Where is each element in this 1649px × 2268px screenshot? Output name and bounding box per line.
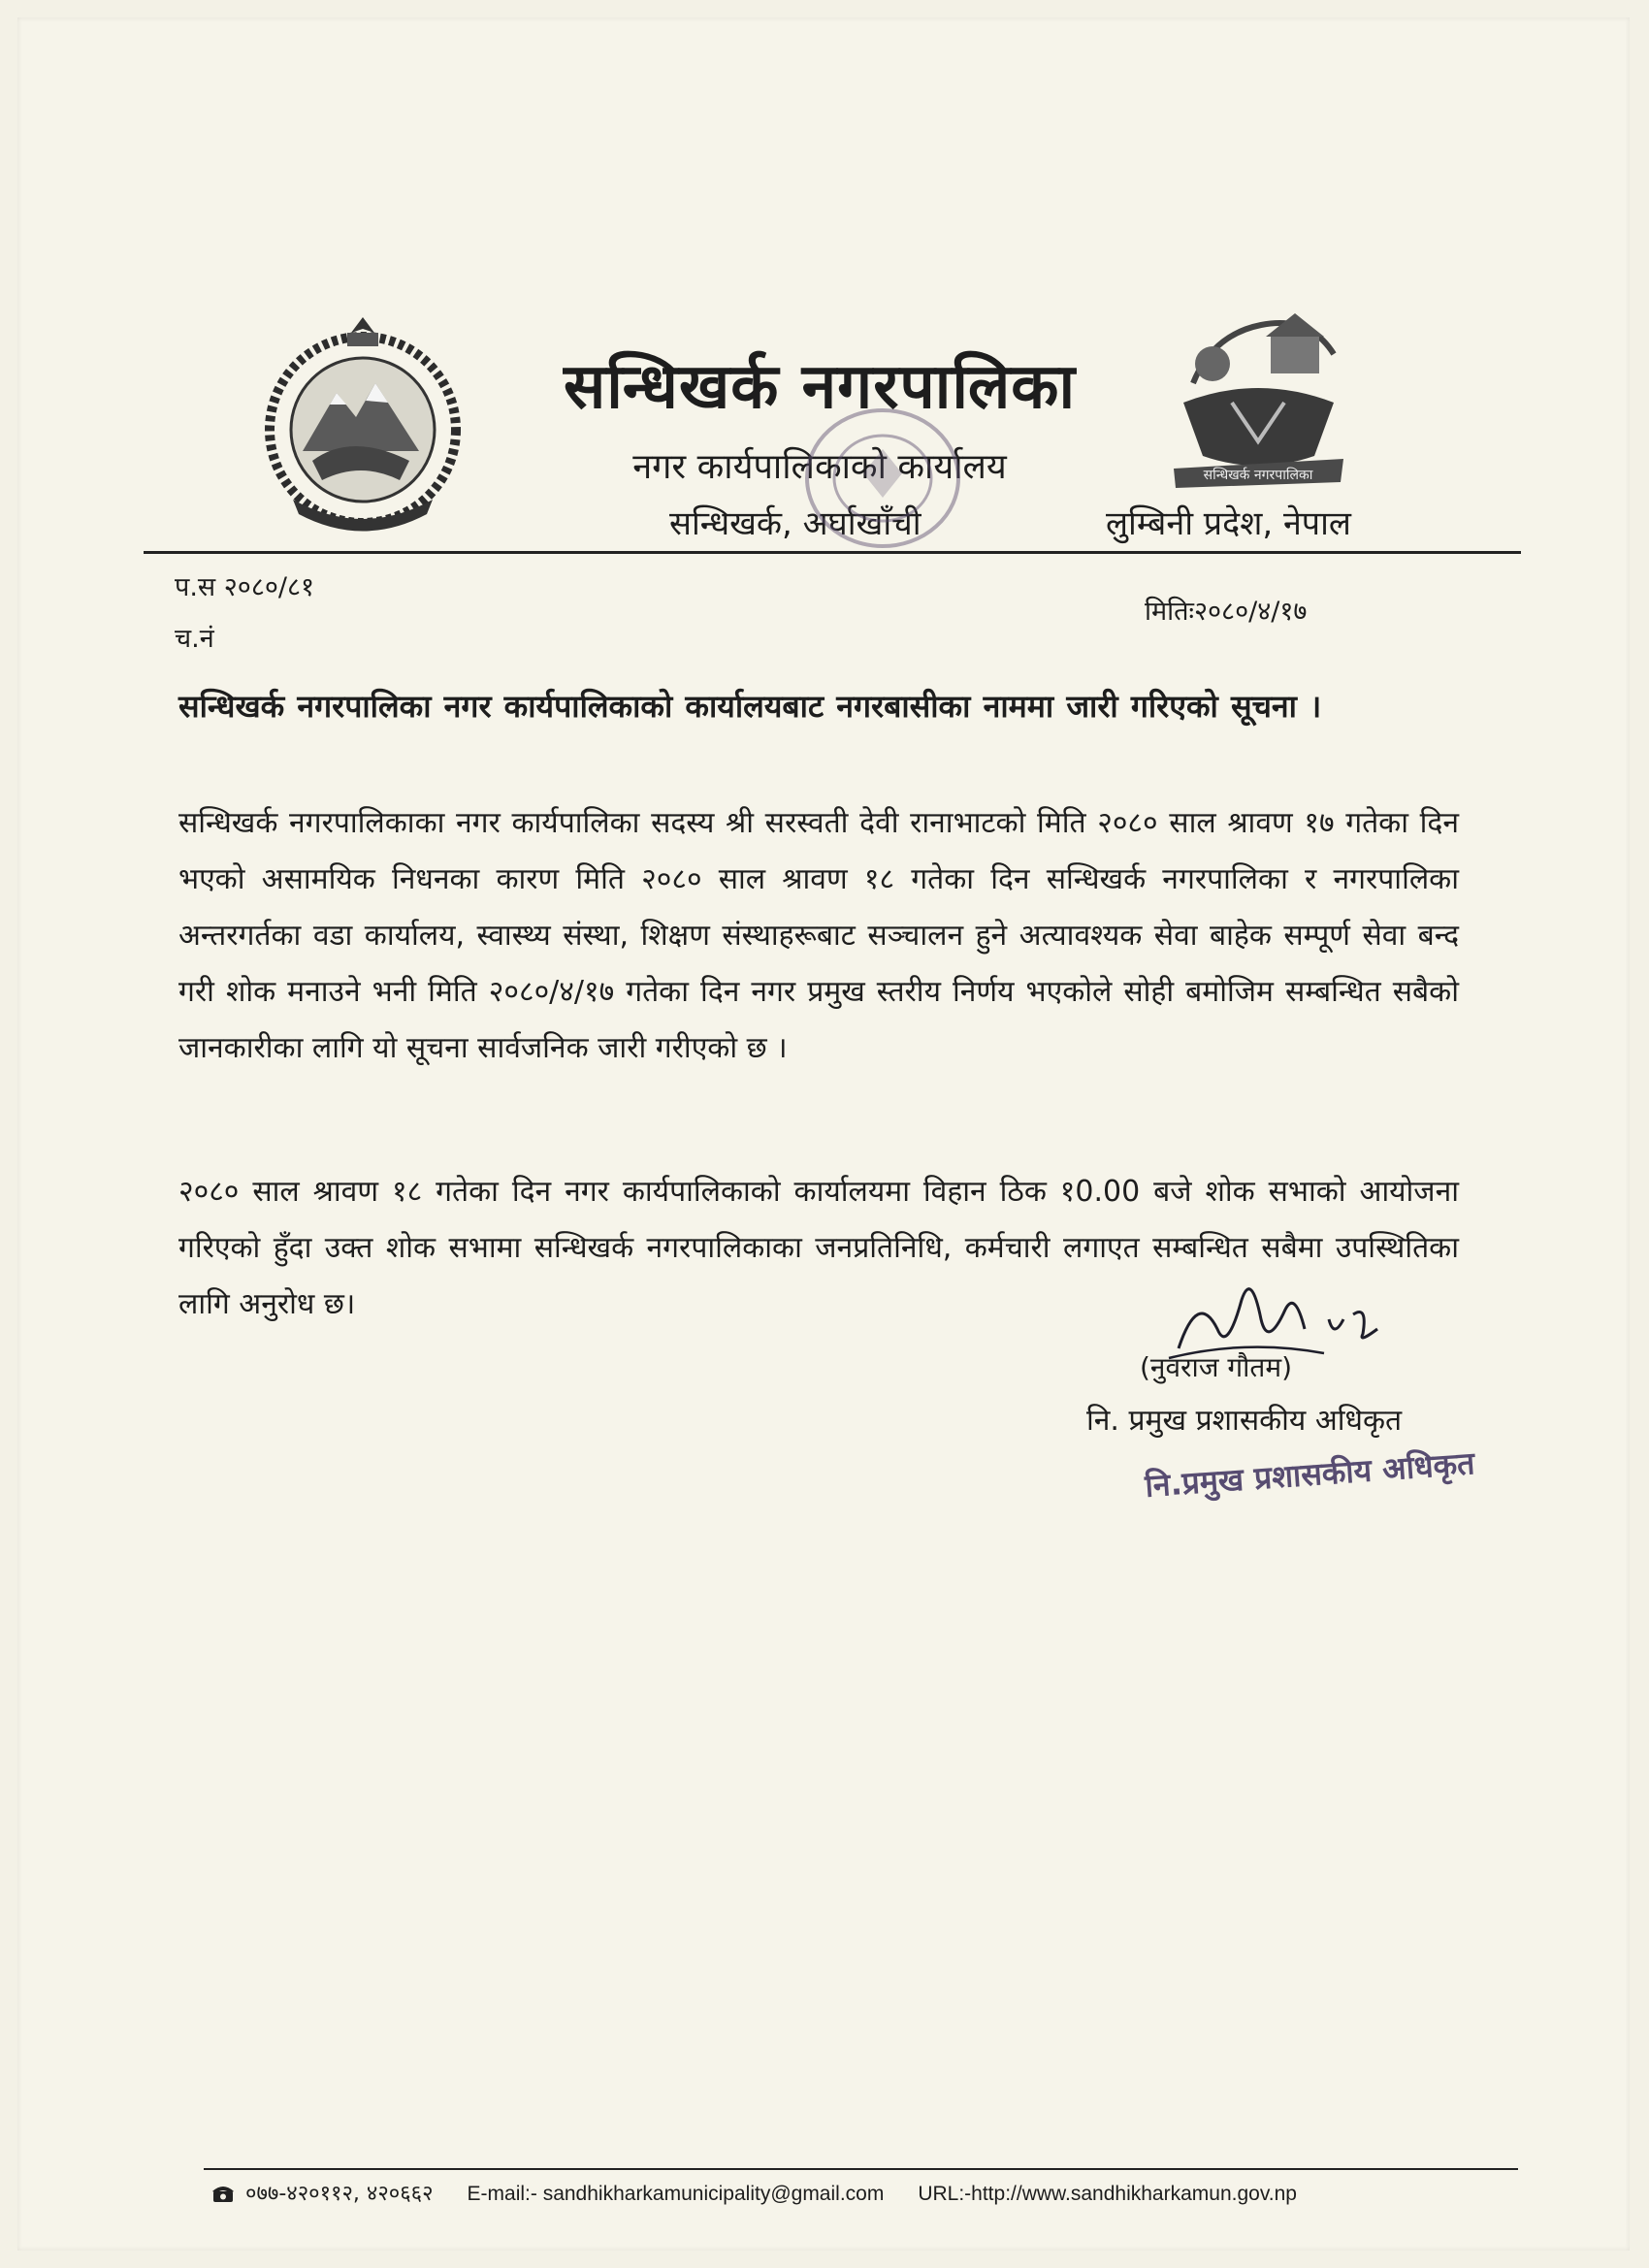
svg-text:सन्धिखर्क नगरपालिका: सन्धिखर्क नगरपालिका — [1203, 468, 1313, 483]
body-paragraph-2: २०८० साल श्रावण १८ गतेका दिन नगर कार्यपालिकाको कार्यालयमा विहान ठिक १0.00 बजे शोक सभाको आयोजना गरिएको हुँदा उक्त शोक सभामा सन्धिखर्क नगरपालिकाका जनप्रतिनिधि, कर्मचारी लगाएत सम्बन्धित सबैमा उपस्थितिका लागि अनुरोध छ। — [178, 1175, 1459, 1321]
reference-number: प.स २०८०/८१ — [175, 572, 315, 602]
office-location: सन्धिखर्क, अर्घाखाँची — [669, 504, 922, 543]
footer-email: E-mail:- sandhikharkamunicipality@gmail.com — [467, 2183, 885, 2205]
footer-phone: ०७७-४२०११२, ४२०६६२ — [245, 2182, 434, 2206]
letter-subject: सन्धिखर्क नगरपालिका नगर कार्यपालिकाको कार्यालयबाट नगरबासीका नाममा जारी गरिएको सूचना । — [178, 688, 1322, 725]
municipality-name: सन्धिखर्क नगरपालिका — [563, 351, 1077, 423]
phone-icon — [211, 2184, 235, 2203]
body-paragraph-1: सन्धिखर्क नगरपालिकाका नगर कार्यपालिका सदस्य श्री सरस्वती देवी रानाभाटको मिति २०८० साल श्रावण १७ गतेका दिन भएको असामयिक निधनका कारण मिति २०८० साल श्रावण १८ गतेका दिन सन्धिखर्क नगरपालिका र नगरपालिका अन्तरगर्तका वडा कार्यालय, स्वास्थ्य संस्था, शिक्षण संस्थाहरूबाट सञ्चालन हुने अत्यावश्यक सेवा बाहेक सम्पूर्ण सेवा बन्द गरी शोक मनाउने भनी मिति २०८०/४/१७ गतेका दिन नगर प्रमुख स्तरीय निर्णय भएकोले सोही बमोजिम सम्बन्धित सबैको जानकारीका लागि यो सूचना सार्वजनिक जारी गरीएको छ । — [178, 806, 1459, 1065]
office-name: नगर कार्यपालिकाको कार्यालय — [632, 447, 1007, 487]
nepal-emblem-icon — [254, 315, 472, 534]
designation-stamp: नि.प्रमुख प्रशासकीय अधिकृत — [1144, 1444, 1476, 1505]
letter-date: मितिः२०८०/४/१७ — [1145, 597, 1308, 627]
dispatch-number: च.नं — [175, 624, 214, 654]
signatory-title: नि. प्रमुख प्रशासकीय अधिकृत — [1086, 1404, 1403, 1438]
municipality-logo-icon — [1154, 296, 1363, 495]
province-label: लुम्बिनी प्रदेश, नेपाल — [1106, 504, 1351, 543]
footer-divider — [204, 2168, 1518, 2170]
signatory-name: (नुवराज गौतम) — [1140, 1351, 1293, 1383]
header-divider — [144, 551, 1521, 554]
letter-footer — [211, 2178, 1324, 2207]
footer-url: URL:-http://www.sandhikharkamun.gov.np — [918, 2183, 1297, 2205]
office-seal-stamp-icon — [803, 405, 963, 551]
